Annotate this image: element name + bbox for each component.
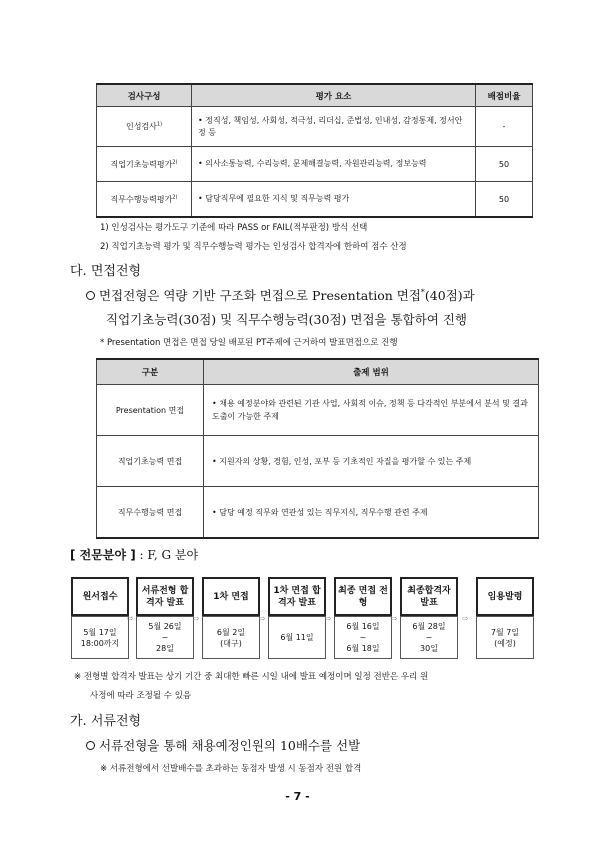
interview-line-1: 면접전형은 역량 기반 구조화 면접으로 Presentation 면접*(40점)과	[86, 286, 475, 304]
schedule-step: 1차 면접 합격자 발표	[268, 577, 326, 616]
footnote-mark: 2)	[172, 193, 178, 200]
schedule-date: 6월 2일 (대구)	[202, 616, 260, 659]
table-header: 평가 요소	[192, 84, 476, 107]
schedule-step: 서류전형 합격자 발표	[136, 577, 194, 616]
footnote-mark: 1)	[156, 121, 163, 128]
row-name: Presentation 면접	[97, 385, 204, 436]
table-header: 구분	[97, 359, 204, 385]
row-desc: 담당 예정 직무와 연관성 있는 직무지식, 직무수행 관련 주제	[219, 507, 428, 517]
schedule-step: 임용발령	[476, 577, 534, 616]
footnote-1: 1) 인성검사는 평가도구 기준에 따라 PASS or FAIL(적부판정) 방식 선택	[100, 223, 368, 233]
circle-bullet-icon	[86, 741, 95, 750]
interview-table	[96, 358, 539, 539]
schedule-date: 7월 7일 (예정)	[476, 616, 534, 659]
schedule-step: 1차 면접	[202, 577, 260, 616]
table-header: 검사구성	[97, 84, 192, 107]
footnote-mark: 2)	[172, 158, 178, 165]
row-name: 인성검사	[125, 122, 157, 131]
interview-line-2: 직업기초능력(30점) 및 직무수행능력(30점) 면접을 통합하여 진행	[106, 312, 467, 327]
row-name: 직무수행능력 면접	[97, 487, 204, 539]
row-score: 50	[476, 182, 533, 218]
table-row: 직무수행능력평가$^{2)}$ • 담당직무에 필요한 지식 및 직무능력 평가 50	[97, 182, 533, 218]
row-desc: 지원자의 상황, 경험, 인성, 포부 등 기초적인 자질을 평가할 수 있는 주제	[219, 456, 472, 466]
arrow-right-icon: ⇨	[462, 614, 469, 623]
table-row: 직업기초능력 면접 • 지원자의 상황, 경험, 인성, 포부 등 기초적인 자질을 평가할 수 있는 주제	[97, 436, 539, 487]
arrow-right-icon: ⇨	[193, 614, 200, 623]
schedule-step: 최종합격자 발표	[400, 577, 458, 616]
table-row: 직무수행능력 면접 • 담당 예정 직무와 연관성 있는 직무지식, 직무수행 관련 주제	[97, 487, 539, 539]
table-header: 출제 범위	[204, 359, 539, 385]
schedule-date: 6월 28일 ~ 30일	[400, 616, 458, 659]
page-number: - 7 -	[285, 790, 310, 803]
document-screening-heading: 가. 서류전형	[70, 714, 142, 729]
arrow-right-icon: ⇨	[325, 614, 332, 623]
row-desc: 의사소통능력, 수리능력, 문제해결능력, 자원관리능력, 정보능력	[205, 159, 427, 168]
table-row: Presentation 면접 • 채용 예정분야와 관련된 기관 사업, 사회적 이슈, 정책 등 다각적인 부분에서 분석 및 결과 도출이 가능한 주제	[97, 385, 539, 436]
circle-bullet-icon	[86, 291, 95, 300]
arrow-right-icon: ⇨	[127, 614, 134, 623]
interview-heading: 다. 면접전형	[70, 264, 142, 279]
evaluation-table	[96, 83, 533, 218]
row-desc: 담당직무에 필요한 지식 및 직무능력 평가	[205, 194, 350, 203]
footnote-2: 2) 직업기초능력 평가 및 직무수행능력 평가는 인성검사 합격자에 한하여 점수 산정	[100, 242, 407, 252]
schedule-step: 최종 면접 전형	[334, 577, 392, 616]
table-row: 직업기초능력평가$^{2)}$ • 의사소통능력, 수리능력, 문제해결능력, 자원관리능력, 정보능력 50	[97, 147, 533, 182]
row-score: -	[476, 107, 533, 147]
schedule-date: 6월 11일	[268, 616, 326, 659]
arrow-right-icon: ⇨	[259, 614, 266, 623]
row-desc: 정직성, 책임성, 사회성, 적극성, 리더십, 준법성, 인내성, 감정통제, 정서안정 등	[198, 115, 463, 137]
interview-note: * Presentation 면접은 면접 당일 배포된 PT주제에 근거하여 발표면접으로 진행	[100, 338, 398, 348]
schedule-date: 5월 17일 18:00까지	[71, 616, 129, 659]
schedule-note-2: 사정에 따라 조정될 수 있음	[90, 691, 192, 701]
schedule-date: 5월 26일 ~ 28일	[136, 616, 194, 659]
table-header: 배점비율	[476, 84, 533, 107]
document-screening-note: ※ 서류전형에서 선발배수를 초과하는 동점자 발생 시 동점자 전원 합격	[100, 764, 362, 774]
row-desc: 채용 예정분야와 관련된 기관 사업, 사회적 이슈, 정책 등 다각적인 부분에서 분석 및 결과 도출이 가능한 주제	[212, 399, 528, 421]
specialty-heading: [ 전문분야 ] : F, G 분야	[70, 548, 199, 562]
row-name: 직업기초능력 면접	[97, 436, 204, 487]
schedule-step: 원서접수	[71, 577, 129, 616]
row-name: 직업기초능력평가	[110, 159, 173, 169]
row-score: 50	[476, 147, 533, 182]
schedule-note-1: ※ 전형별 합격자 발표는 상기 기간 중 최대한 빠른 시일 내에 발표 예정이며 일정 전반은 우리 원	[74, 672, 429, 682]
row-name: 직무수행능력평가	[110, 194, 173, 204]
schedule-date: 6월 16일 ~ 6월 18일	[334, 616, 392, 659]
table-row: 인성검사$^{1)}$ • 정직성, 책임성, 사회성, 적극성, 리더십, 준법성, 인내성, 감정통제, 정서안정 등 -	[97, 107, 533, 147]
arrow-right-icon: ⇨	[391, 614, 398, 623]
document-screening-line: 서류전형을 통해 채용예정인원의 10배수를 선발	[86, 736, 360, 754]
